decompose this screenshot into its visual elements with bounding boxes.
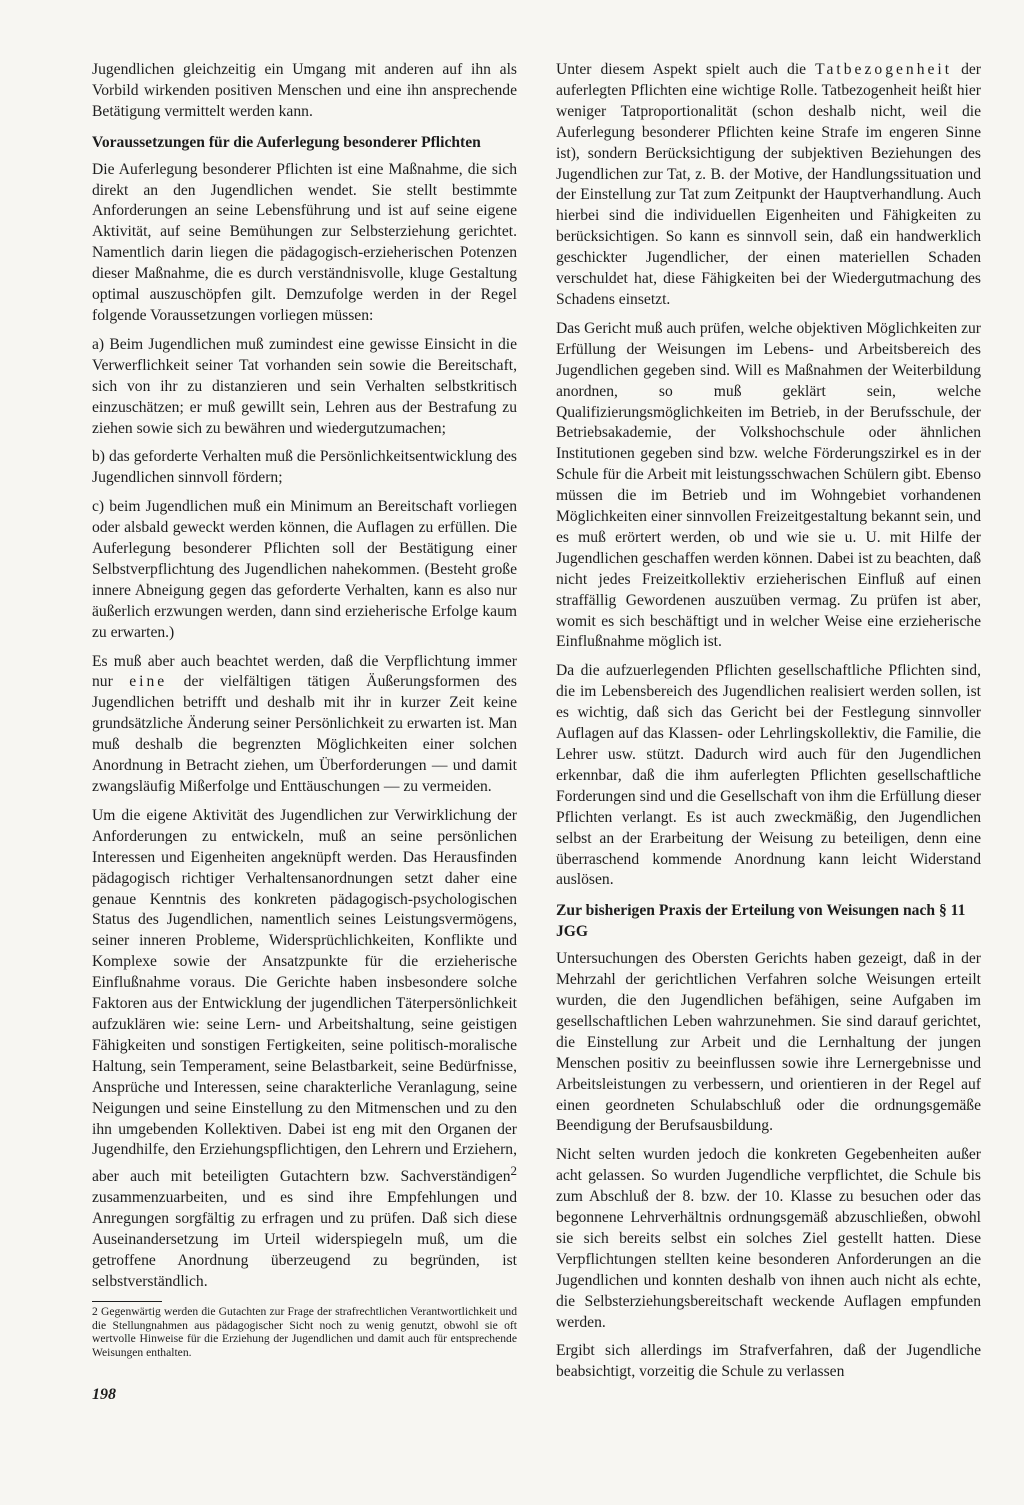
section-heading: Zur bisherigen Praxis der Erteilung von Weisungen nach § 11 JGG [556, 902, 966, 941]
footnote-divider [92, 1301, 162, 1302]
paragraph [556, 60, 981, 311]
list-item-b: b) das geforderte Verhalten muß die Persönlichkeitsentwicklung des Jugendlichen sinnvoll fördern; [92, 448, 517, 487]
right-column [556, 60, 981, 1391]
emphasized-word: Tatbezogenheit [815, 61, 953, 78]
paragraph: Nicht selten wurden jedoch die konkreten Gegebenheiten außer acht gelassen. So wurden Jugendliche verpflichtet, die Schule bis zum Abschluß der 8. bzw. der 10. Klasse zu besuchen oder das begonnene Lehrverhältnis ordnungsgemäß abzuschließen, obwohl sie sich bereits selbst ein solches Ziel gestellt hatten. Diese Verpflichtungen stellten keine besonderen Anforderungen an die Jugendlichen und konnten deshalb von ihnen auch nicht als echte, die Selbsterziehungsbereitschaft weckende Auflagen empfunden werden. [556, 1146, 981, 1331]
paragraph: Ergibt sich allerdings im Strafverfahren, daß der Jugendliche beabsichtigt, vorzeitig die Schule zu verlassen [556, 1342, 981, 1381]
paragraph: Da die aufzuerlegenden Pflichten gesellschaftliche Pflichten sind, die im Lebensbereich des Jugendlichen realisiert werden sollen, ist es wichtig, daß sich das Gericht bei der Festlegung sinnvoller Auflagen auf das Klassen- oder Lehrlingskollektiv, die Familie, die Lehrer usw. stützt. Dadurch wird auch für den Jugendlichen erkennbar, daß die ihm auferlegten Pflichten gesellschaftliche Forderungen sind und die Gesellschaft von ihm die Erfüllung dieser Pflichten verlangt. Es ist auch zweckmäßig, den Jugendlichen selbst an der Erarbeitung der Weisung zu beteiligen, denn eine überraschend kommende Anordnung kann leicht Widerstand auslösen. [556, 662, 981, 889]
text-run: Unter diesem Aspekt spielt auch die [556, 61, 807, 78]
paragraph [92, 652, 517, 798]
paragraph: Das Gericht muß auch prüfen, welche objektiven Möglichkeiten zur Erfüllung der Weisungen im Lebens- und Arbeitsbereich des Jugendlichen gegeben sind. Will es Maßnahmen der Weiterbildung anordnen, so muß geklärt sein, welche Qualifizierungsmöglichkeiten im Betrieb, in der Berufsschule, der Betriebsakademie, der Volkshochschule oder ähnlichen Institutionen gegeben sind bzw. welche Förderungszirkel es in der Schule für die Arbeit mit leistungsschwachen Schülern gibt. Ebenso müssen die im Betrieb und im Wohngebiet vorhandenen Möglichkeiten einer sinnvollen Freizeitgestaltung bekannt sein, und es muß erörtert werden, ob und wie sie u. U. mit Hilfe der Jugendlichen geschaffen werden können. Dabei ist zu beachten, daß nicht jedes Freizeitkollektiv erzieherischen Einfluß auf einen straffällig Gewordenen auszuüben vermag. Zu prüfen ist aber, womit es sich beschäftigt und in welcher Weise eine erzieherische Einflußnahme möglich ist. [556, 319, 981, 651]
list-item-a: a) Beim Jugendlichen muß zumindest eine gewisse Einsicht in die Verwerflichkeit seiner Tat vorhanden sein sowie die Bereitschaft, sich von ihr zu distanzieren und sein Verhalten selbstkritisch einzuschätzen; er muß gewillt sein, Lehren aus der Bestrafung zu ziehen sowie sich zu bewähren und wiedergutzumachen; [92, 335, 517, 437]
paragraph: Die Auferlegung besonderer Pflichten ist eine Maßnahme, die sich direkt an den Jugendlichen wendet. Sie stellt bestimmte Anforderungen an seine Lebensführung und ist auf seine eigene Aktivität, auf seine Bemühungen zur Selbsterziehung gerichtet. Namentlich darin liegen die pädagogisch-erzieherischen Potenzen dieser Maßnahme, die es durch verständnisvolle, kluge Gestaltung optimal auszuschöpfen gilt. Demzufolge werden in der Regel folgende Voraussetzungen vorliegen müssen: [92, 160, 517, 324]
text-run: der vielfältigen tätigen Äußerungsformen des Jugendlichen betrifft und deshalb mit ihr in kurzer Zeit keine grundsätzliche Änderung seiner Persönlichkeit zu erwarten ist. Man muß deshalb die begrenzten Möglichkeiten einer solchen Anordnung in Betracht ziehen, um Überforderungen — und damit zwangsläufig Mißerfolge und Enttäuschungen — zu vermeiden. [92, 673, 517, 795]
left-column [92, 60, 517, 1359]
text-run: der auferlegten Pflichten eine wichtige Rolle. Tatbezogenheit heißt hier weniger Tatproportionalität (schon deshalb nicht, weil die Auferlegung besonderer Pflichten keine Strafe im engeren Sinne ist), sondern Berücksichtigung der subjektiven Beziehungen des Jugendlichen zur Tat, z. B. der Motive, der Handlungssituation und der Einstellung zur Tat zum Zeitpunkt der Hauptverhandlung. Auch hierbei sind die individuellen Eigenheiten und Fähigkeiten zu berücksichtigen. So kann es sinnvoll sein, daß ein handwerklich geschickter Jugendlicher, der einen materiellen Schaden verschuldet hat, diese Fähigkeiten bei der Wiedergutmachung des Schadens einsetzt. [556, 61, 981, 308]
text-run: zusammenzuarbeiten, und es sind ihre Empfehlungen und Anregungen sorgfältig zu erfragen und zu prüfen. Daß sich diese Auseinandersetzung im Urteil widerspiegeln muß, um die getroffene Anordnung überzeugend zu begründen, ist selbstverständlich. [92, 1189, 517, 1291]
footnote: 2 Gegenwärtig werden die Gutachten zur Frage der strafrechtlichen Verantwortlichkeit und die Stellungnahmen aus pädagogischer Sicht noch zu wenig genutzt, obwohl sie oft wertvolle Hinweise für die Erziehung der Jugendlichen und damit auch für entsprechende Weisungen enthalten. [92, 1304, 517, 1359]
emphasized-word: eine [129, 673, 168, 691]
page-number: 198 [92, 1386, 116, 1403]
paragraph [92, 806, 517, 1293]
paragraph: Untersuchungen des Obersten Gerichts haben gezeigt, daß in der Mehrzahl der gerichtlichen Verfahren solche Weisungen erteilt wurden, die den Jugendlichen befähigen, seine Aufgaben im gesellschaftlichen Leben wahrzunehmen. Sie sind darauf gerichtet, die Einstellung zur Arbeit und die Lernhaltung der jungen Menschen positiv zu beeinflussen sowie ihre Lernergebnisse und Arbeitsleistungen zu verbessern, und orientieren in der Regel auf einen geordneten Schulabschluß oder die ordnungsgemäße Beendigung der Berufsausbildung. [556, 950, 981, 1135]
paragraph: Jugendlichen gleichzeitig ein Umgang mit anderen auf ihn als Vorbild wirkenden positiven Menschen und eine ihn ansprechende Betätigung vermittelt werden kann. [92, 61, 517, 120]
footnote-marker: 2 [510, 1163, 517, 1179]
text-run: Um die eigene Aktivität des Jugendlichen zur Verwirklichung der Anforderungen zu entwickeln, muß an seine persönlichen Interessen und Eigenheiten angeknüpft werden. Das Herausfinden pädagogisch richtiger Verhaltensanordnungen setzt daher eine genaue Kenntnis des konkreten pädagogisch-psychologischen Status des Jugendlichen, namentlich seines Leistungsvermögens, seiner inneren Probleme, Widersprüchlichkeiten, Konflikte und Komplexe sowie der Ansatzpunkte für die erzieherische Einflußnahme voraus. Die Gerichte haben insbesondere solche Faktoren aus der Entwicklung der jugendlichen Täterpersönlichkeit aufzuklären wie: seine Lern- und Arbeitshaltung, seine geistigen Fähigkeiten und sonstigen Fertigkeiten, seine politisch-moralische Haltung, sein Temperament, seine Belastbarkeit, seine Bedürfnisse, Ansprüche und Interessen, seine charakterliche Veranlagung, seine Neigungen und seine Einstellung zu den Mitmenschen und zu den ihn umgebenden Kollektiven. Dabei ist eng mit den Organen der Jugendhilfe, den Erziehungspflichtigen, den Lehrern und Erziehern, aber auch mit beteiligten Gutachtern bzw. Sachverständigen [92, 806, 517, 1186]
section-heading: Voraussetzungen für die Auferlegung besonderer Pflichten [92, 133, 481, 151]
list-item-c: c) beim Jugendlichen muß ein Minimum an Bereitschaft vorliegen oder alsbald geweckt werden können, die Auflagen zu erfüllen. Die Auferlegung besonderer Pflichten soll der Bestätigung einer Selbstverpflichtung des Jugendlichen nahekommen. (Besteht große innere Abneigung gegen das geforderte Verhalten, kann es also nur äußerlich erzwungen werden, dann sind erzieherische Erfolge kaum zu erwarten.) [92, 498, 517, 641]
text-run: Es muß aber auch beachtet werden, daß die Verpflichtung immer nur [92, 652, 517, 691]
